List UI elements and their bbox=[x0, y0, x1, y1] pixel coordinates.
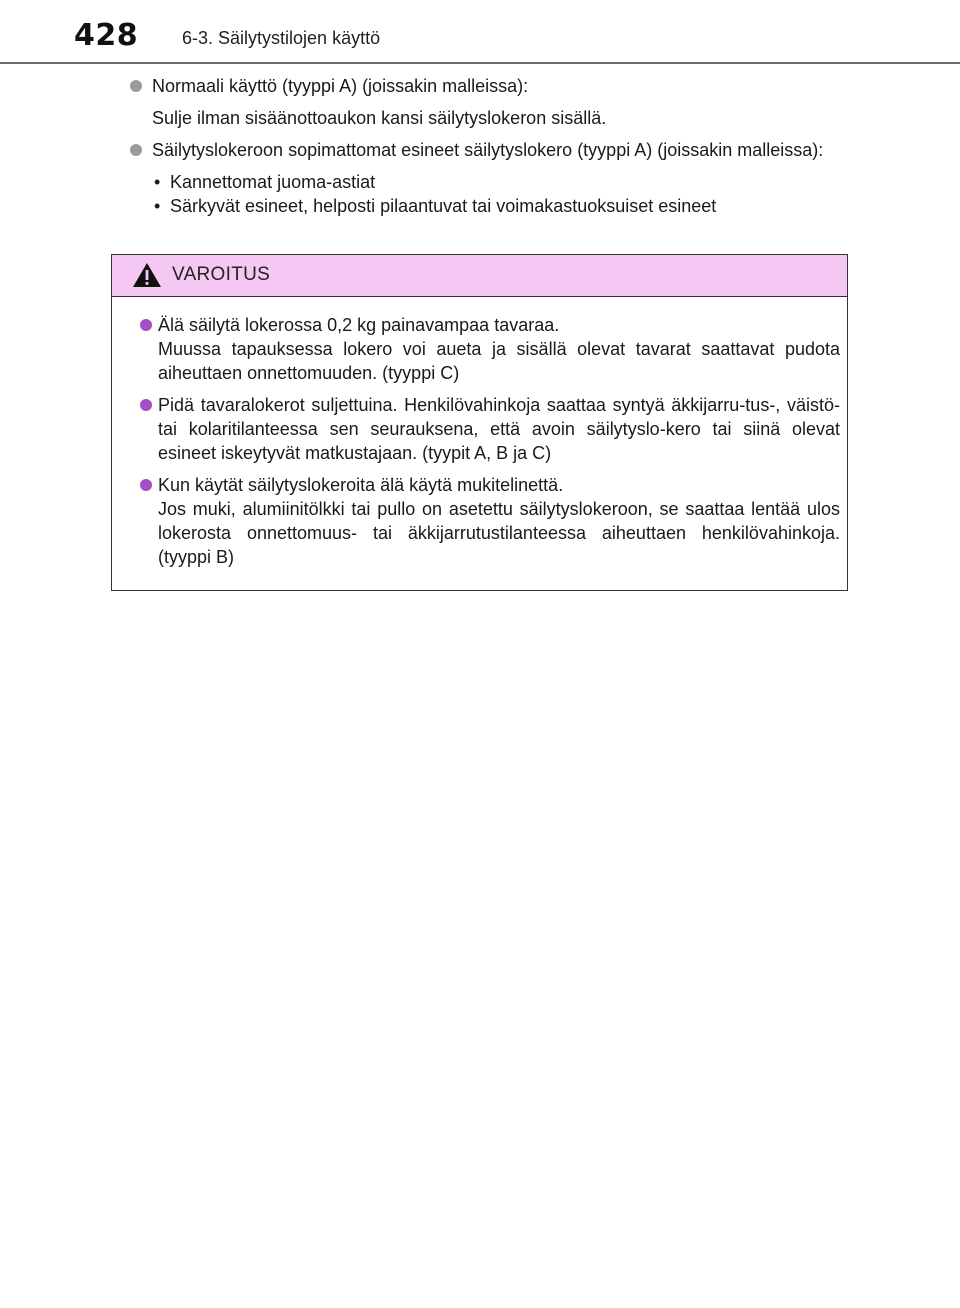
page-header bbox=[0, 0, 960, 64]
main-content bbox=[130, 74, 852, 226]
warning-lead: Älä säilytä lokerossa 0,2 kg painavampaa tavaraa. bbox=[158, 315, 560, 335]
bullet-icon bbox=[130, 80, 142, 92]
item-heading: Säilytyslokeroon sopimattomat esineet säilytyslokero (tyyppi A) (joissakin malleissa): bbox=[152, 140, 824, 160]
warning-item bbox=[140, 473, 840, 569]
warning-triangle-icon bbox=[132, 262, 162, 288]
bullet-icon bbox=[130, 144, 142, 156]
warning-body bbox=[140, 313, 840, 577]
section-title: 6-3. Säilytystilojen käyttö bbox=[182, 28, 381, 48]
bullet-icon bbox=[140, 479, 152, 491]
item-heading: Normaali käyttö (tyyppi A) (joissakin malleissa): bbox=[152, 76, 529, 96]
list-item bbox=[130, 74, 852, 130]
warning-item bbox=[140, 313, 840, 385]
warning-title: VAROITUS bbox=[172, 264, 271, 285]
sub-list bbox=[152, 170, 852, 218]
sub-list-item: • Kannettomat juoma-astiat bbox=[152, 170, 852, 194]
warning-header bbox=[112, 255, 847, 297]
sub-list-item: • Särkyvät esineet, helposti pilaantuvat tai voimakastuoksuiset esineet bbox=[152, 194, 852, 218]
warning-text: Pidä tavaralokerot suljettuina. Henkilövahinkoja saattaa syntyä äkkijarru-tus-, väistö- tai kolaritilanteessa sen seurauksena, että avoin säilytyslo-kero tai siinä olevat esineet iskeytyvät matkustajaan. (tyypit A, B ja C) bbox=[158, 395, 840, 463]
warning-lead: Kun käytät säilytyslokeroita älä käytä mukitelinettä. bbox=[158, 475, 564, 495]
page-number: 428 bbox=[74, 18, 139, 53]
warning-box bbox=[111, 254, 848, 591]
warning-text: Muussa tapauksessa lokero voi aueta ja sisällä olevat tavarat saattavat pudota aiheuttaen onnettomuuden. (tyyppi C) bbox=[158, 339, 840, 383]
header-divider bbox=[0, 62, 960, 64]
warning-item bbox=[140, 393, 840, 465]
item-text: Sulje ilman sisäänottoaukon kansi säilytyslokeron sisällä. bbox=[152, 108, 607, 128]
bullet-icon bbox=[140, 319, 152, 331]
warning-text: Jos muki, alumiinitölkki tai pullo on asetettu säilytyslokeroon, se saattaa lentää ulos lokerosta onnettomuus- tai äkkijarrutustilanteessa aiheuttaen henkilövahinkoja. (tyyppi B) bbox=[158, 499, 840, 567]
list-item bbox=[130, 138, 852, 218]
bullet-icon bbox=[140, 399, 152, 411]
